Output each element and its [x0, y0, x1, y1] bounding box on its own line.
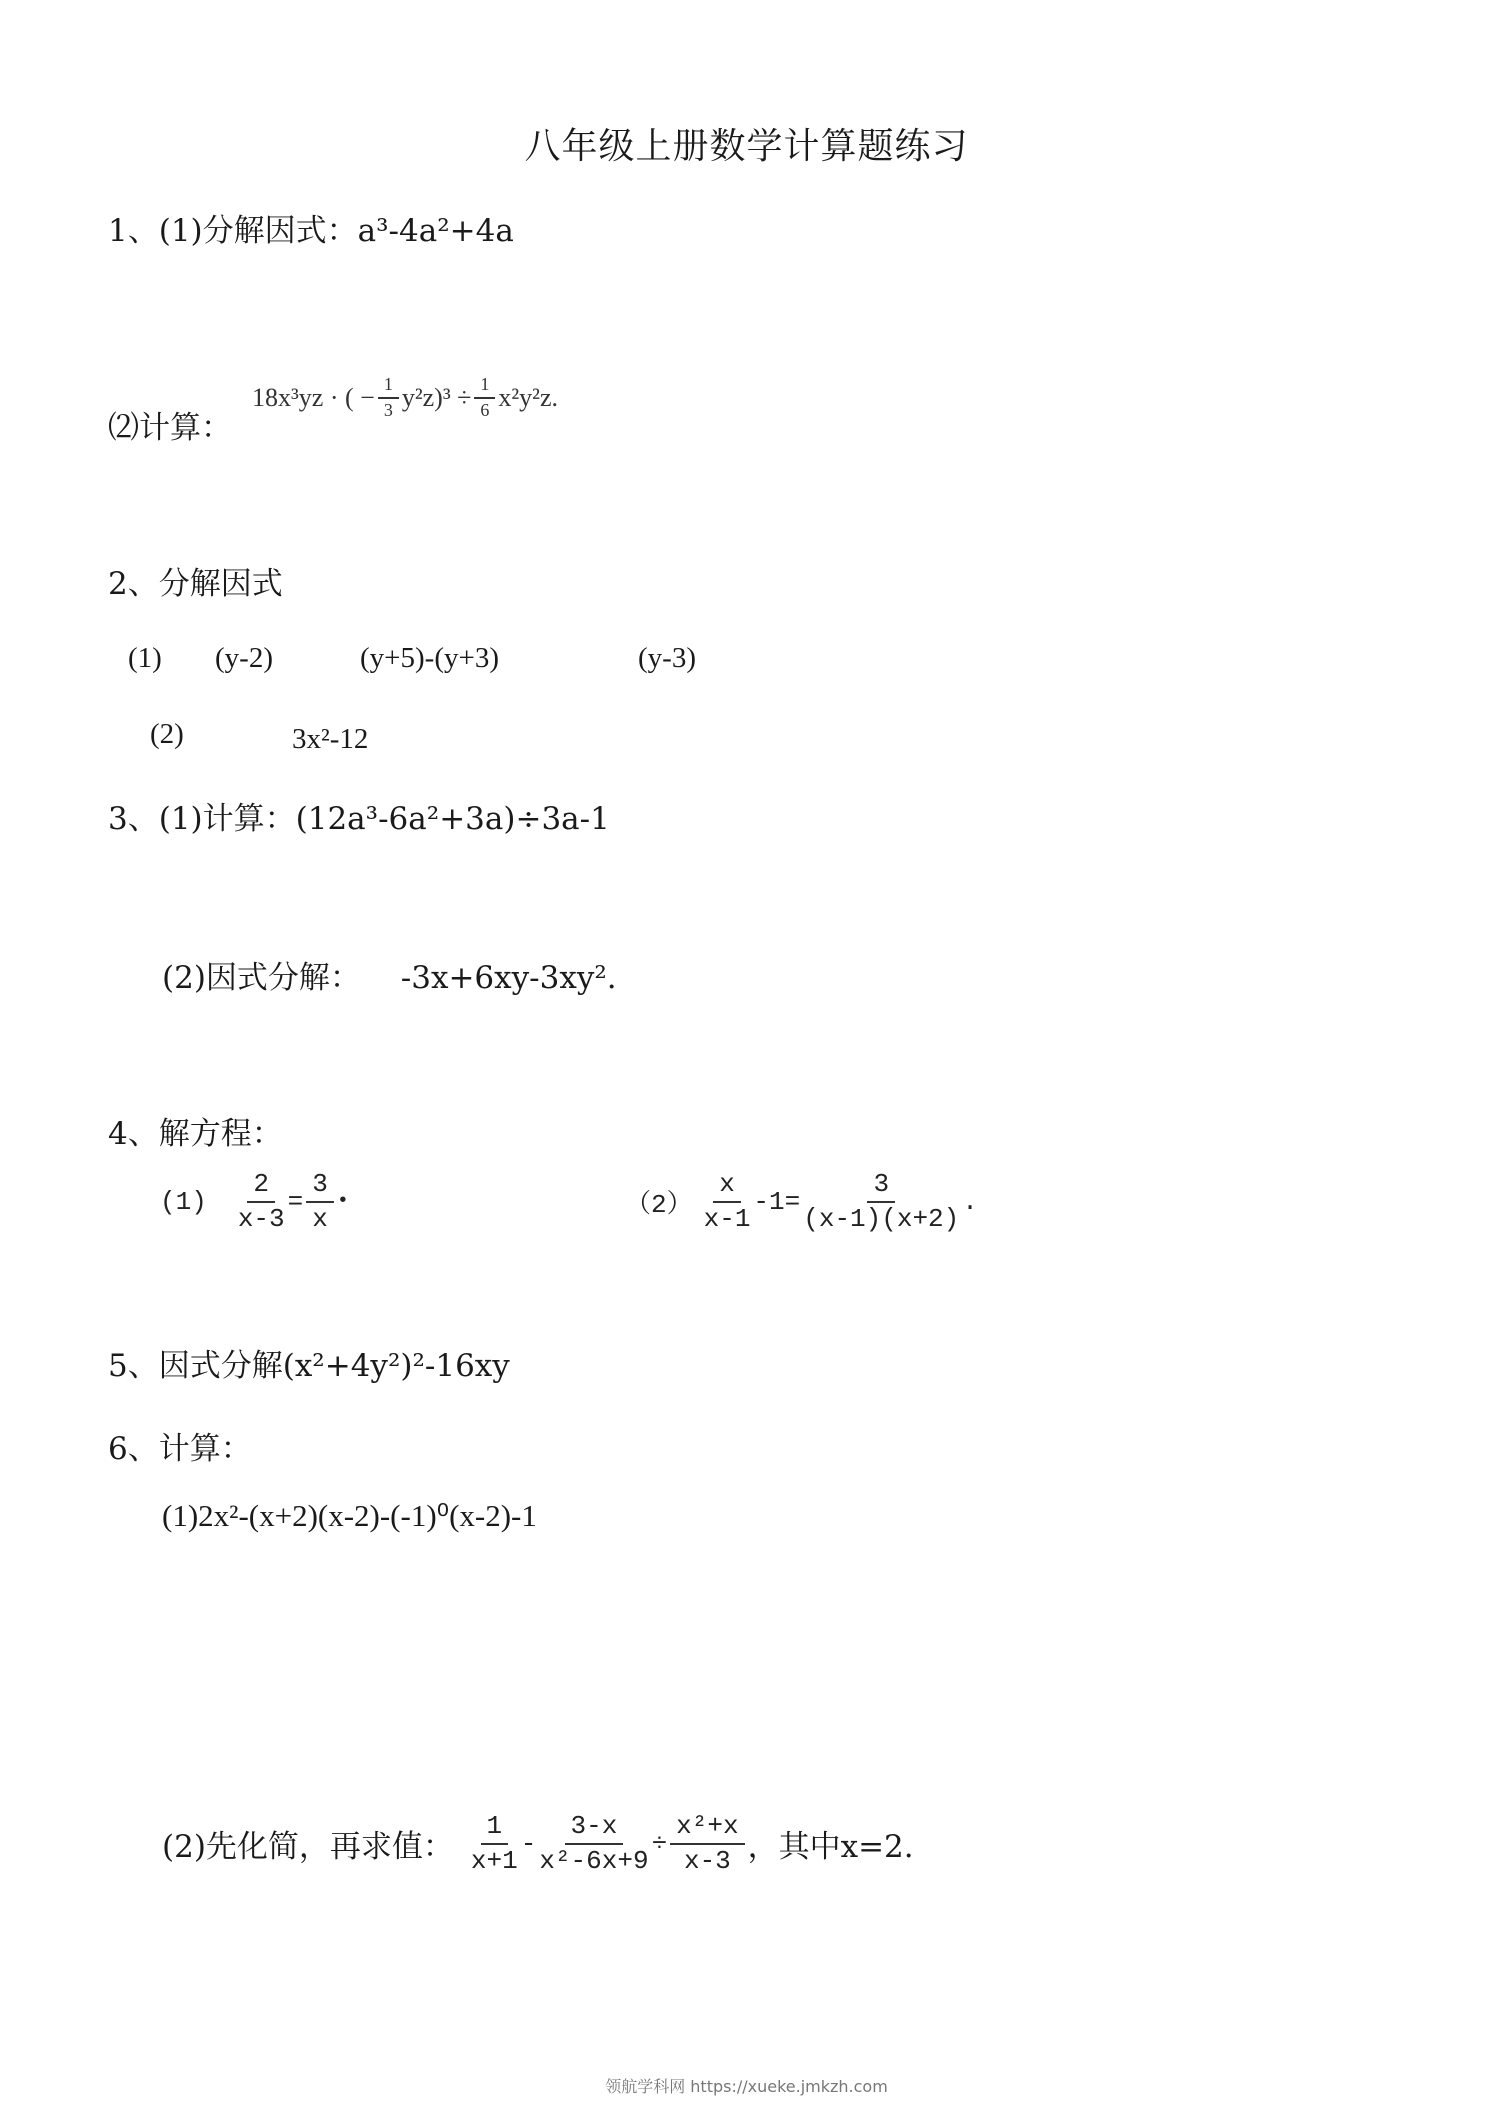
page-title: 八年级上册数学计算题练习	[524, 126, 969, 167]
frac-den: (x-1)(x+2)	[803, 1203, 960, 1234]
q5-text: 5、因式分解(x²+4y²)²-16xy	[108, 1348, 510, 1384]
q4-heading: 4、解方程：	[108, 1116, 283, 1152]
fraction-one-sixth	[474, 375, 495, 421]
eq2-label: （2）	[625, 1190, 693, 1221]
frac-num: x²+x	[670, 1812, 744, 1845]
formula-segment: y²z)³ ÷	[401, 382, 472, 412]
q2-heading: 2、分解因式	[108, 566, 283, 602]
frac-den: x²-6x+9	[539, 1845, 649, 1876]
fraction-1	[471, 1812, 518, 1875]
divide-operator: ÷	[651, 1828, 668, 1859]
frac-den: x	[312, 1203, 328, 1234]
q6-part2-tail: ，其中x=2.	[747, 1829, 914, 1866]
fraction-3	[670, 1812, 744, 1875]
frac-den: 3	[383, 399, 393, 420]
question-1-part-1	[108, 205, 514, 250]
frac-den: x+1	[470, 1845, 518, 1876]
frac-num: 2	[247, 1170, 275, 1203]
equals-sign: =	[287, 1186, 304, 1217]
q4-equation-1	[160, 1170, 349, 1233]
frac-num: 1	[378, 375, 399, 399]
frac-num: 3-x	[565, 1812, 624, 1845]
frac-den: 6	[480, 399, 490, 420]
q1-part1-label: 1、(1)分解因式：	[108, 213, 358, 249]
fraction-one-third	[378, 375, 399, 421]
minus-operator: -	[520, 1828, 537, 1859]
frac-num: x	[713, 1170, 741, 1203]
q2-part1-label: (1)	[128, 642, 162, 674]
q3-part2	[162, 952, 617, 997]
formula-segment: 18x³yz · ( −	[252, 382, 375, 412]
q6-part2	[162, 1812, 914, 1875]
q1-part1-expr: a³-4a²+4a	[357, 213, 514, 249]
frac-num: 1	[474, 375, 495, 399]
frac-num: 3	[867, 1170, 895, 1203]
q3-part2-label: (2)因式分解：	[162, 960, 361, 996]
q1-part2-label: ⑵计算：	[108, 410, 232, 446]
eq2-middle: -1=	[753, 1186, 801, 1217]
eq1-label: (1)	[160, 1186, 207, 1217]
eq1-rhs-fraction	[306, 1170, 334, 1233]
q1-part2-formula	[252, 375, 558, 421]
frac-den: x-3	[237, 1203, 285, 1234]
q4-equation-2	[625, 1170, 978, 1233]
frac-den: x-3	[683, 1845, 731, 1876]
fraction-2	[539, 1812, 648, 1875]
q3-part2-expr: -3x+6xy-3xy².	[400, 960, 617, 996]
q2-part2-expr: 3x²-12	[292, 723, 369, 755]
footer-watermark: 领航学科网 https://xueke.jmkzh.com	[605, 2077, 888, 2096]
frac-den: x-1	[703, 1203, 751, 1234]
q2-part1-term1: (y-2)	[215, 642, 273, 674]
period: .	[962, 1186, 978, 1217]
q2-part1-term2: (y+5)-(y+3)	[360, 642, 499, 674]
formula-segment: x²y²z.	[498, 382, 559, 412]
eq2-lhs-fraction	[704, 1170, 751, 1233]
q3-part1: 3、(1)计算：(12a³-6a²+3a)÷3a-1	[108, 801, 610, 837]
q6-heading: 6、计算：	[108, 1431, 252, 1467]
bullet-dot: •	[336, 1190, 349, 1214]
frac-num: 3	[306, 1170, 334, 1203]
eq2-rhs-fraction	[803, 1170, 959, 1233]
q2-part2-label: (2)	[150, 718, 184, 750]
q6-part2-expression	[468, 1812, 748, 1875]
frac-num: 1	[481, 1812, 509, 1845]
q2-part1-term3: (y-3)	[638, 642, 696, 674]
q6-part1: (1)2x²-(x+2)(x-2)-(-1)⁰(x-2)-1	[162, 1498, 537, 1533]
eq1-lhs-fraction	[238, 1170, 285, 1233]
q6-part2-label: (2)先化简，再求值：	[162, 1829, 454, 1866]
